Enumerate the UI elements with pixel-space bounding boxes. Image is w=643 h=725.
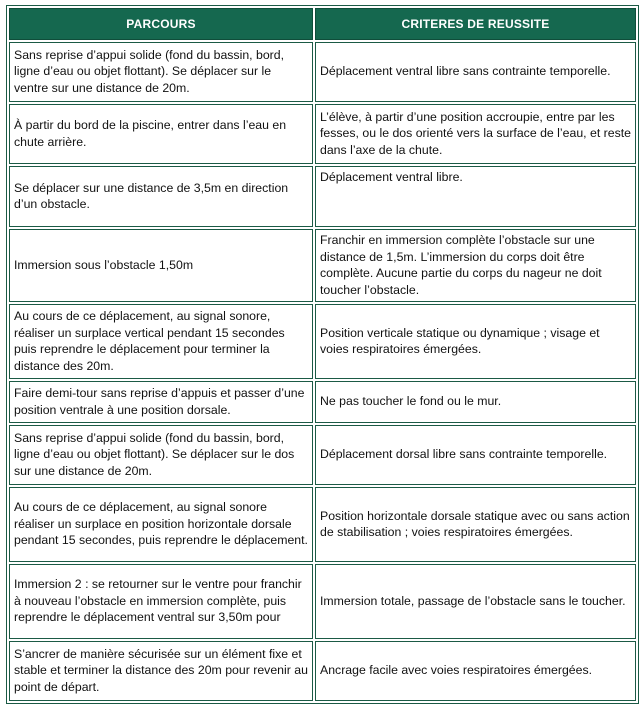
cell-criteres: L’élève, à partir d’une position accroupie, entre par les fesses, ou le dos orienté vers la surface de l’eau, et reste dans l’axe de la chute.: [315, 104, 636, 164]
cell-parcours: Sans reprise d’appui solide (fond du bassin, bord, ligne d’eau ou objet flottant). Se déplacer sur le ventre sur une distance de 20m.: [9, 42, 313, 102]
cell-criteres: Ancrage facile avec voies respiratoires émergées.: [315, 641, 636, 701]
cell-criteres: Immersion totale, passage de l’obstacle sans le toucher.: [315, 564, 636, 639]
criteria-table: [6, 5, 639, 704]
cell-criteres: Déplacement ventral libre sans contrainte temporelle.: [315, 42, 636, 102]
table-row: [9, 42, 636, 102]
cell-parcours: Se déplacer sur une distance de 3,5m en direction d’un obstacle.: [9, 166, 313, 227]
cell-criteres: Position verticale statique ou dynamique ; visage et voies respiratoires émergées.: [315, 304, 636, 379]
table-header-row: [9, 8, 636, 40]
header-parcours: PARCOURS: [9, 8, 313, 40]
cell-parcours: À partir du bord de la piscine, entrer dans l’eau en chute arrière.: [9, 104, 313, 164]
table-row: [9, 229, 636, 302]
table-row: [9, 425, 636, 485]
table-row: [9, 641, 636, 701]
cell-criteres: Ne pas toucher le fond ou le mur.: [315, 381, 636, 423]
header-criteres: CRITERES DE REUSSITE: [315, 8, 636, 40]
cell-criteres: Franchir en immersion complète l’obstacle sur une distance de 1,5m. L’immersion du corps doit être complète. Aucune partie du corps du nageur ne doit toucher l’obstacle.: [315, 229, 636, 302]
cell-parcours: Sans reprise d’appui solide (fond du bassin, bord, ligne d’eau ou objet flottant). Se déplacer sur le dos sur une distance de 20m.: [9, 425, 313, 485]
table-row: [9, 104, 636, 164]
cell-parcours: Immersion 2 : se retourner sur le ventre pour franchir à nouveau l’obstacle en immersion complète, puis reprendre le déplacement ventral sur 3,50m pour: [9, 564, 313, 639]
table-row: [9, 304, 636, 379]
cell-criteres: Déplacement ventral libre.: [315, 166, 636, 227]
cell-parcours: Faire demi-tour sans reprise d’appuis et passer d’une position ventrale à une position dorsale.: [9, 381, 313, 423]
table-row: [9, 487, 636, 562]
cell-parcours: Immersion sous l’obstacle 1,50m: [9, 229, 313, 302]
cell-criteres: Déplacement dorsal libre sans contrainte temporelle.: [315, 425, 636, 485]
table-row: [9, 564, 636, 639]
table-row: [9, 381, 636, 423]
cell-parcours: Au cours de ce déplacement, au signal sonore réaliser un surplace en position horizontale dorsale pendant 15 secondes, puis reprendre le déplacement.: [9, 487, 313, 562]
cell-parcours: S’ancrer de manière sécurisée sur un élément fixe et stable et terminer la distance des 20m pour revenir au point de départ.: [9, 641, 313, 701]
cell-criteres: Position horizontale dorsale statique avec ou sans action de stabilisation ; voies respiratoires émergées.: [315, 487, 636, 562]
table-row: [9, 166, 636, 227]
cell-parcours: Au cours de ce déplacement, au signal sonore, réaliser un surplace vertical pendant 15 secondes puis reprendre le déplacement pour terminer la distance des 20m.: [9, 304, 313, 379]
criteria-table-container: [6, 5, 637, 704]
